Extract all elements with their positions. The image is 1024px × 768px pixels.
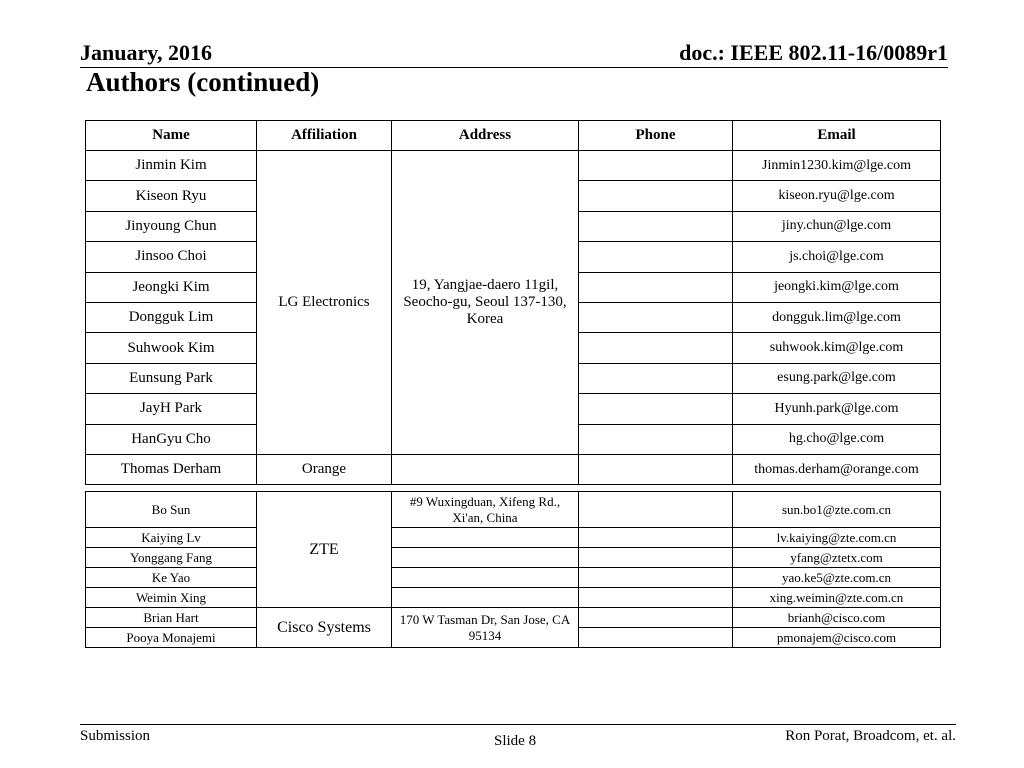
table-row — [86, 528, 941, 548]
phone-cell — [579, 151, 733, 181]
author-name: Ke Yao — [86, 568, 257, 588]
phone-cell — [579, 363, 733, 393]
author-name: Kaiying Lv — [86, 528, 257, 548]
author-name: Kiseon Ryu — [86, 181, 257, 211]
author-name: Jeongki Kim — [86, 272, 257, 302]
address-cell — [392, 454, 579, 484]
footer-rule — [80, 724, 956, 725]
phone-cell — [579, 181, 733, 211]
author-email: dongguk.lim@lge.com — [733, 302, 941, 332]
table-row — [86, 608, 941, 628]
authors-table-2 — [85, 491, 941, 648]
author-email: sun.bo1@zte.com.cn — [733, 492, 941, 528]
phone-cell — [579, 628, 733, 648]
author-email: suhwook.kim@lge.com — [733, 333, 941, 363]
phone-cell — [579, 242, 733, 272]
author-name: Pooya Monajemi — [86, 628, 257, 648]
author-name: Jinsoo Choi — [86, 242, 257, 272]
table-row — [86, 151, 941, 181]
author-name: Yonggang Fang — [86, 548, 257, 568]
address-cell — [392, 588, 579, 608]
phone-cell — [579, 588, 733, 608]
author-email: Jinmin1230.kim@lge.com — [733, 151, 941, 181]
address-cell — [392, 568, 579, 588]
address-cell: #9 Wuxingduan, Xifeng Rd., Xi'an, China — [392, 492, 579, 528]
address-cell — [392, 528, 579, 548]
affiliation-cell: Orange — [257, 454, 392, 484]
author-name: Jinmin Kim — [86, 151, 257, 181]
table-header-row — [86, 121, 941, 151]
author-email: hg.cho@lge.com — [733, 424, 941, 454]
table-row — [86, 454, 941, 484]
col-header-affiliation: Affiliation — [257, 121, 392, 151]
author-name: Brian Hart — [86, 608, 257, 628]
footer-author: Ron Porat, Broadcom, et. al. — [785, 728, 956, 744]
address-cell: 170 W Tasman Dr, San Jose, CA 95134 — [392, 608, 579, 648]
table-row — [86, 548, 941, 568]
footer-submission: Submission — [80, 728, 151, 744]
author-email: yfang@ztetx.com — [733, 548, 941, 568]
author-email: esung.park@lge.com — [733, 363, 941, 393]
author-email: js.choi@lge.com — [733, 242, 941, 272]
phone-cell — [579, 424, 733, 454]
affiliation-cell: ZTE — [257, 492, 392, 608]
col-header-name: Name — [86, 121, 257, 151]
header-doc-id: doc.: IEEE 802.11-16/0089r1 — [679, 40, 948, 65]
author-name: Weimin Xing — [86, 588, 257, 608]
col-header-address: Address — [392, 121, 579, 151]
col-header-email: Email — [733, 121, 941, 151]
phone-cell — [579, 548, 733, 568]
author-name: Bo Sun — [86, 492, 257, 528]
author-name: JayH Park — [86, 394, 257, 424]
author-name: Jinyoung Chun — [86, 211, 257, 241]
affiliation-cell: LG Electronics — [257, 151, 392, 455]
table-row — [86, 492, 941, 528]
phone-cell — [579, 211, 733, 241]
phone-cell — [579, 608, 733, 628]
author-name: Dongguk Lim — [86, 302, 257, 332]
author-name: Suhwook Kim — [86, 333, 257, 363]
author-email: jeongki.kim@lge.com — [733, 272, 941, 302]
col-header-phone: Phone — [579, 121, 733, 151]
phone-cell — [579, 528, 733, 548]
author-name: Thomas Derham — [86, 454, 257, 484]
slide-number: Slide 8 — [494, 733, 537, 749]
authors-table-1 — [85, 120, 941, 485]
address-cell — [392, 548, 579, 568]
author-name: Eunsung Park — [86, 363, 257, 393]
author-email: thomas.derham@orange.com — [733, 454, 941, 484]
address-cell: 19, Yangjae-daero 11gil, Seocho-gu, Seoul 137-130, Korea — [392, 151, 579, 455]
phone-cell — [579, 454, 733, 484]
author-email: Hyunh.park@lge.com — [733, 394, 941, 424]
table-row — [86, 568, 941, 588]
phone-cell — [579, 492, 733, 528]
author-email: pmonajem@cisco.com — [733, 628, 941, 648]
phone-cell — [579, 568, 733, 588]
phone-cell — [579, 302, 733, 332]
header-date: January, 2016 — [80, 40, 213, 65]
author-email: xing.weimin@zte.com.cn — [733, 588, 941, 608]
phone-cell — [579, 272, 733, 302]
author-name: HanGyu Cho — [86, 424, 257, 454]
page-title: Authors (continued) — [86, 67, 320, 97]
affiliation-cell: Cisco Systems — [257, 608, 392, 648]
table-row — [86, 588, 941, 608]
phone-cell — [579, 333, 733, 363]
author-email: lv.kaiying@zte.com.cn — [733, 528, 941, 548]
author-email: kiseon.ryu@lge.com — [733, 181, 941, 211]
author-email: yao.ke5@zte.com.cn — [733, 568, 941, 588]
author-email: brianh@cisco.com — [733, 608, 941, 628]
phone-cell — [579, 394, 733, 424]
author-email: jiny.chun@lge.com — [733, 211, 941, 241]
